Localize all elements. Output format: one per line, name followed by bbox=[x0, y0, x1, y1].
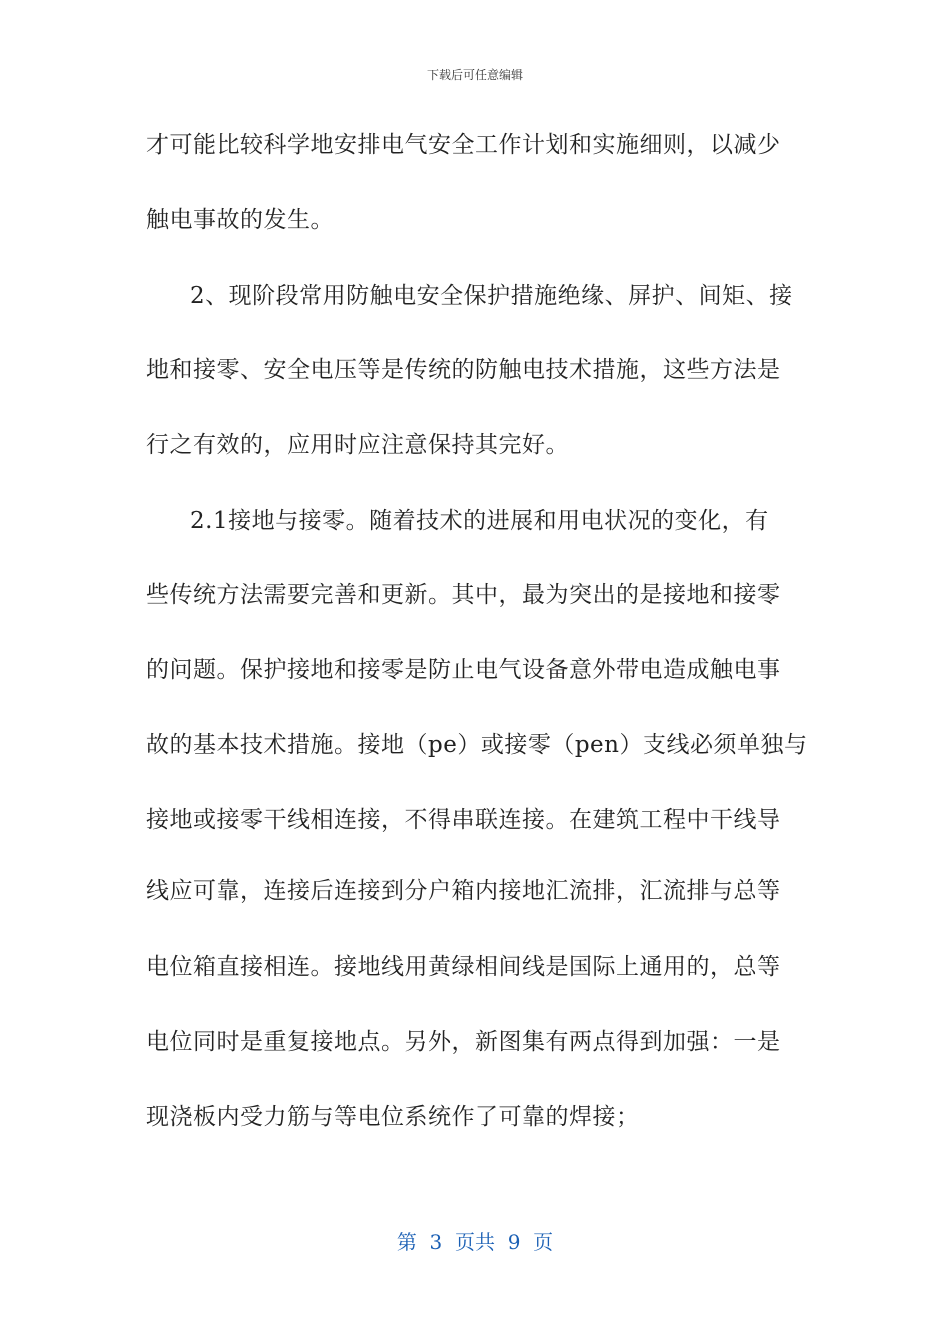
paragraph-line: 才可能比较科学地安排电气安全工作计划和实施细则，以减少 bbox=[146, 132, 781, 158]
paragraph-line: 电位箱直接相连。接地线用黄绿相间线是国际上通用的，总等 bbox=[146, 954, 781, 980]
paragraph-line: 行之有效的，应用时应注意保持其完好。 bbox=[146, 432, 569, 458]
page-header-watermark: 下载后可任意编辑 bbox=[426, 68, 523, 82]
paragraph-line: 现浇板内受力筋与等电位系统作了可靠的焊接； bbox=[146, 1104, 640, 1130]
paragraph-line: 的问题。保护接地和接零是防止电气设备意外带电造成触电事 bbox=[146, 657, 781, 683]
paragraph-line: 些传统方法需要完善和更新。其中，最为突出的是接地和接零 bbox=[146, 582, 781, 608]
paragraph-line: 电位同时是重复接地点。另外，新图集有两点得到加强：一是 bbox=[146, 1029, 781, 1055]
paragraph-line: 触电事故的发生。 bbox=[146, 207, 334, 233]
paragraph-line: 2.1接地与接零。随着技术的进展和用电状况的变化，有 bbox=[190, 508, 769, 534]
paragraph-line: 线应可靠，连接后连接到分户箱内接地汇流排，汇流排与总等 bbox=[146, 878, 781, 904]
paragraph-line: 2、现阶段常用防触电安全保护措施绝缘、屏护、间矩、接 bbox=[190, 283, 793, 309]
paragraph-line: 故的基本技术措施。接地（pe）或接零（pen）支线必须单独与 bbox=[146, 732, 808, 758]
page-number-footer: 第 3 页共 9 页 bbox=[396, 1230, 554, 1254]
paragraph-line: 接地或接零干线相连接，不得串联连接。在建筑工程中干线导 bbox=[146, 807, 781, 833]
paragraph-line: 地和接零、安全电压等是传统的防触电技术措施，这些方法是 bbox=[146, 357, 781, 383]
